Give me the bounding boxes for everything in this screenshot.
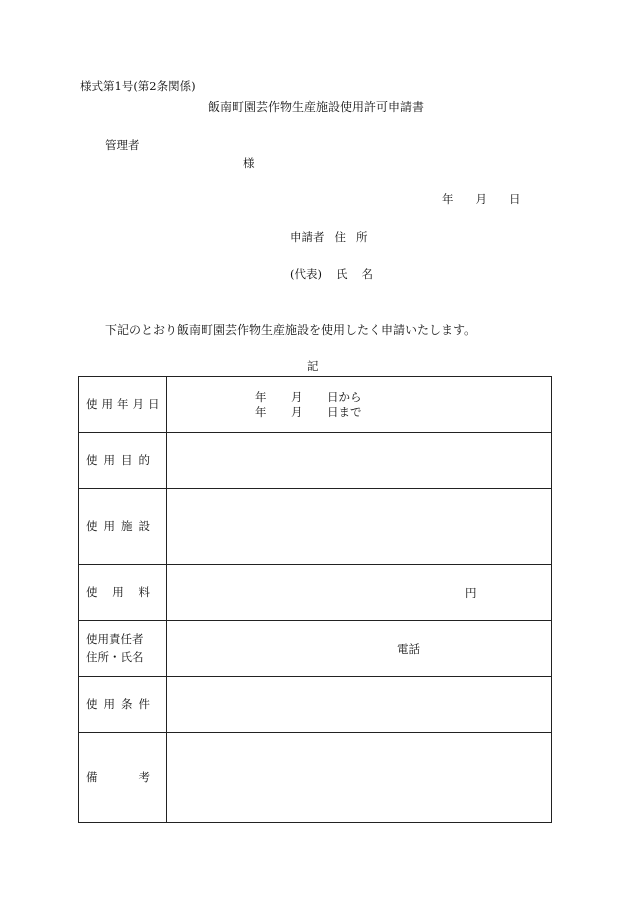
yen-unit: 円 (465, 585, 477, 600)
remarks-char-2: 考 (138, 769, 150, 784)
purpose-char-2: 用 (103, 452, 115, 467)
conditions-label (86, 696, 157, 713)
facility-char-1: 使 (86, 518, 98, 533)
remarks-label (86, 769, 157, 786)
conditions-char-4: 件 (138, 696, 150, 711)
conditions-label-cell (79, 677, 167, 733)
name-label-2: 名 (361, 267, 373, 281)
fee-label-cell (79, 565, 167, 621)
fee-value-cell[interactable] (167, 565, 552, 621)
row-responsible (79, 621, 552, 677)
facility-label-cell (79, 489, 167, 565)
conditions-char-2: 用 (103, 696, 115, 711)
responsible-value-cell[interactable] (167, 621, 552, 677)
recipient: 管理者 (105, 138, 140, 152)
date-month-label: 月 (475, 192, 487, 206)
applicant-label: 申請者 (290, 230, 325, 244)
phone-label: 電話 (397, 641, 420, 656)
to-month-label: 月 (291, 404, 303, 419)
from-day-label: 日から (327, 389, 362, 404)
name-label: 氏 (335, 267, 348, 281)
application-table (78, 376, 552, 823)
conditions-char-3: 条 (121, 696, 133, 711)
facility-char-2: 用 (103, 518, 115, 533)
facility-value-cell[interactable] (167, 489, 552, 565)
purpose-value-cell[interactable] (167, 433, 552, 489)
to-day-label: 日まで (327, 404, 362, 419)
fee-char-1: 使 (86, 584, 98, 599)
honorific: 様 (243, 156, 255, 170)
body-text: 下記のとおり飯南町園芸作物生産施設を使用したく申請いたします。 (105, 323, 477, 337)
remarks-value-cell[interactable] (167, 733, 552, 823)
period-label-cell (79, 377, 167, 433)
row-facility (79, 489, 552, 565)
document-title: 飯南町園芸作物生産施設使用許可申請書 (208, 100, 425, 114)
representative-label: (代表) (290, 267, 322, 281)
period-to (167, 405, 551, 420)
period-label: 使用年月日 (86, 396, 164, 411)
row-fee (79, 565, 552, 621)
period-value-cell[interactable] (167, 377, 552, 433)
conditions-value-cell[interactable] (167, 677, 552, 733)
purpose-label-cell (79, 433, 167, 489)
facility-label (86, 518, 157, 535)
form-number: 様式第1号(第2条関係) (80, 79, 196, 93)
applicant-address-line (290, 232, 368, 244)
applicant-name-line (290, 269, 373, 281)
from-year-label: 年 (255, 389, 267, 404)
row-period (79, 377, 552, 433)
date-year-label: 年 (442, 192, 454, 206)
remarks-label-cell (79, 733, 167, 823)
to-year-label: 年 (255, 404, 267, 419)
purpose-char-3: 目 (121, 452, 133, 467)
from-month-label: 月 (291, 389, 303, 404)
responsible-label-cell (79, 621, 167, 677)
period-from (167, 390, 551, 405)
purpose-char-1: 使 (86, 452, 98, 467)
row-conditions (79, 677, 552, 733)
fee-char-2: 用 (112, 584, 124, 599)
address-label-2: 所 (356, 230, 368, 244)
facility-char-4: 設 (138, 518, 150, 533)
fee-label (86, 584, 157, 601)
remarks-char-1: 備 (86, 769, 98, 784)
ki-heading: 記 (307, 359, 319, 373)
responsible-label-line-2: 住所・氏名 (86, 649, 144, 664)
date-line (442, 194, 521, 206)
fee-char-3: 料 (138, 584, 150, 599)
facility-char-3: 施 (121, 518, 133, 533)
address-label: 住 (334, 230, 346, 244)
conditions-char-1: 使 (86, 696, 98, 711)
date-day-label: 日 (509, 192, 521, 206)
purpose-char-4: 的 (138, 452, 150, 467)
row-remarks (79, 733, 552, 823)
row-purpose (79, 433, 552, 489)
purpose-label (86, 452, 157, 469)
responsible-label-line-1: 使用責任者 (86, 632, 144, 647)
